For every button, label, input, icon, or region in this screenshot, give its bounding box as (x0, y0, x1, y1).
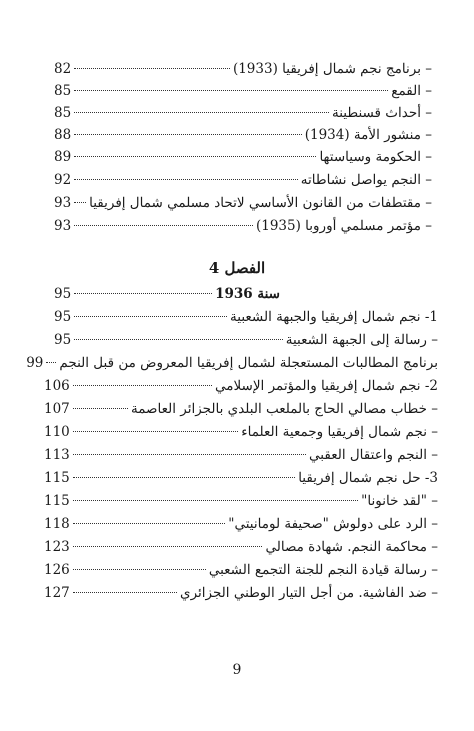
toc-leader-dots (73, 523, 225, 524)
toc-entry-title: 2- نجم شمال إفريقيا والمؤتمر الإسلامي (214, 378, 438, 394)
toc-entry-page: 82 (54, 61, 72, 77)
toc-entry (54, 82, 432, 100)
toc-year-heading (54, 285, 280, 303)
toc-entry-title: – ضد الفاشية. من أجل التيار الوطني الجزائري (180, 585, 438, 601)
toc-leader-dots (74, 225, 253, 226)
toc-leader-dots (73, 569, 206, 570)
toc-entry-title: – النجم يواصل نشاطاته (300, 172, 432, 188)
toc-entry-page: 89 (54, 149, 72, 165)
toc-entry (26, 354, 438, 372)
toc-leader-dots (46, 362, 56, 363)
toc-leader-dots (74, 68, 230, 69)
toc-entry-page: 93 (54, 218, 72, 234)
toc-entry-page: 113 (44, 447, 70, 463)
toc-entry-page: 95 (54, 286, 72, 302)
toc-leader-dots (74, 112, 329, 113)
toc-entry-title: – محاكمة النجم. شهادة مصالي (265, 539, 438, 555)
toc-leader-dots (73, 477, 295, 478)
toc-entry-title: – رسالة إلى الجبهة الشعبية (285, 332, 438, 348)
toc-entry-page: 85 (54, 83, 72, 99)
toc-entry (44, 538, 438, 556)
toc-entry-page: 85 (54, 105, 72, 121)
toc-entry-page: 127 (44, 585, 70, 601)
toc-entry-title: – نجم شمال إفريقيا وجمعية العلماء (241, 424, 438, 440)
toc-entry (44, 584, 438, 602)
toc-leader-dots (74, 156, 316, 157)
toc-entry (54, 126, 432, 144)
toc-leader-dots (74, 134, 302, 135)
toc-entry-title: برنامج المطالبات المستعجلة لشمال إفريقيا المعروض من قبل النجم (59, 355, 438, 371)
toc-entry-title: – "لقد خانونا" (361, 493, 438, 509)
toc-entry (44, 423, 438, 441)
toc-leader-dots (74, 293, 212, 294)
toc-entry-page: 106 (44, 378, 70, 394)
toc-leader-dots (74, 339, 283, 340)
toc-leader-dots (74, 202, 86, 203)
toc-entry (44, 377, 438, 395)
toc-leader-dots (73, 546, 263, 547)
toc-leader-dots (73, 500, 358, 501)
toc-entry-page: 93 (54, 195, 72, 211)
toc-entry-page: 118 (44, 516, 70, 532)
toc-leader-dots (73, 592, 177, 593)
toc-entry-title: – منشور الأمة (1934) (304, 127, 432, 143)
toc-entry-page: 92 (54, 172, 72, 188)
toc-entry-page: 95 (54, 332, 72, 348)
toc-entry (54, 171, 432, 189)
toc-leader-dots (74, 179, 298, 180)
toc-entry-title: 3- حل نجم شمال إفريقيا (298, 470, 438, 486)
toc-entry-page: 126 (44, 562, 70, 578)
toc-entry (44, 400, 438, 418)
toc-entry-title: – مقتطفات من القانون الأساسي لاتحاد مسلمي شمال إفريقيا (89, 195, 432, 211)
toc-entry (44, 561, 438, 579)
toc-entry-title: – النجم واعتقال العقبي (309, 447, 438, 463)
toc-entry (54, 148, 432, 166)
toc-entry-title: – مؤتمر مسلمي أوروبا (1935) (255, 218, 432, 234)
toc-leader-dots (73, 408, 128, 409)
toc-leader-dots (73, 454, 306, 455)
toc-leader-dots (74, 90, 388, 91)
toc-entry-page: 115 (44, 493, 70, 509)
toc-entry-title: – القمع (391, 83, 432, 99)
toc-entry-page: 107 (44, 401, 70, 417)
chapter-heading: الفصل 4 (208, 259, 266, 277)
toc-entry-page: 99 (26, 355, 44, 371)
toc-entry-title: – أحداث قسنطينة (331, 105, 432, 121)
toc-entry (54, 60, 432, 78)
page-number: 9 (232, 662, 242, 678)
toc-entry-page: 95 (54, 309, 72, 325)
toc-entry-title: – رسالة قيادة النجم للجنة التجمع الشعبي (208, 562, 438, 578)
toc-entry (54, 217, 432, 235)
toc-leader-dots (74, 316, 227, 317)
toc-entry-title: 1- نجم شمال إفريقيا والجبهة الشعبية (230, 309, 438, 325)
toc-entry (54, 331, 438, 349)
toc-entry-title: – الحكومة وسياستها (319, 149, 432, 165)
toc-entry-page: 88 (54, 127, 72, 143)
toc-entry (54, 104, 432, 122)
toc-entry (44, 492, 438, 510)
toc-entry (54, 308, 438, 326)
toc-entry-title: – الرد على دولوش "صحيفة لومانيتي" (228, 516, 438, 532)
toc-entry-title: سنة 1936 (215, 286, 280, 302)
toc-leader-dots (73, 385, 212, 386)
toc-entry-title: – برنامج نجم شمال إفريقيا (1933) (232, 61, 432, 77)
toc-entry-page: 123 (44, 539, 70, 555)
toc-leader-dots (73, 431, 238, 432)
toc-entry (44, 515, 438, 533)
toc-entry-title: – خطاب مصالي الحاج بالملعب البلدي بالجزائر العاصمة (130, 401, 438, 417)
toc-entry (54, 194, 432, 212)
toc-entry-page: 115 (44, 470, 70, 486)
toc-entry (44, 469, 438, 487)
toc-entry (44, 446, 438, 464)
toc-entry-page: 110 (44, 424, 70, 440)
